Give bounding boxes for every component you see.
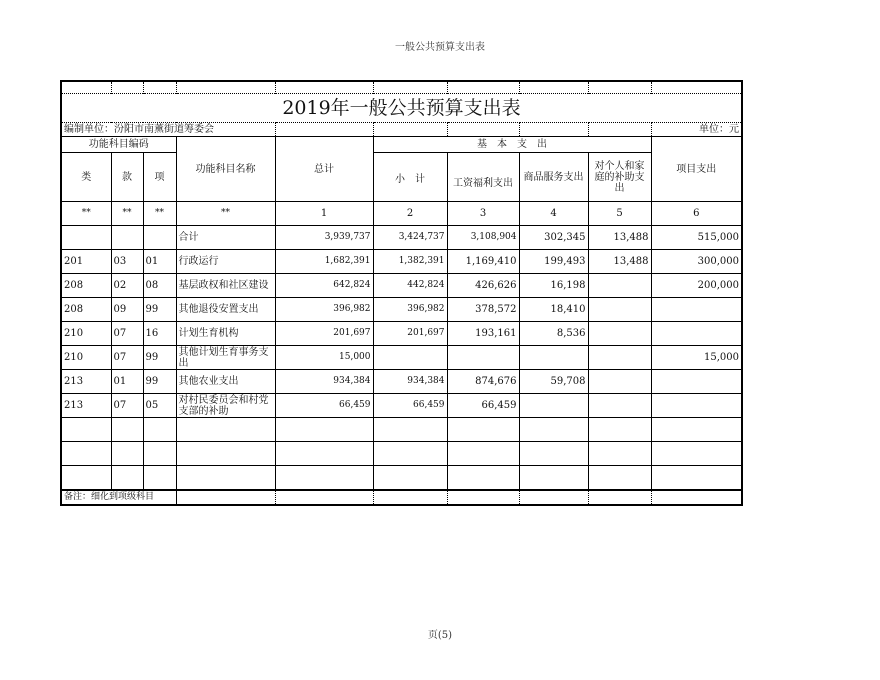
cell-total: 642,824 — [275, 274, 373, 298]
empty-row — [61, 442, 742, 466]
table-row — [61, 370, 742, 394]
cell-goods: 16,198 — [519, 274, 588, 298]
header-basic: 基 本 支 出 — [373, 137, 651, 153]
cell-lei: 213 — [61, 394, 111, 418]
cell-subtotal: 442,824 — [373, 274, 447, 298]
cell-subtotal — [373, 346, 447, 370]
cell-goods — [519, 394, 588, 418]
header-kuan: 款 — [111, 153, 143, 202]
page-header: 一般公共预算支出表 — [395, 42, 485, 53]
cell-name: 其他计划生育事务支出 — [176, 346, 275, 370]
cell-lei: 201 — [61, 250, 111, 274]
cell-total: 396,982 — [275, 298, 373, 322]
index-cell: ** — [143, 202, 176, 226]
cell-subsidy — [588, 298, 651, 322]
cell-xiang: 16 — [143, 322, 176, 346]
index-cell: 6 — [651, 202, 742, 226]
cell-total: 934,384 — [275, 370, 373, 394]
table-row — [61, 250, 742, 274]
cell-lei: 208 — [61, 274, 111, 298]
index-cell: ** — [111, 202, 143, 226]
cell-salary — [447, 346, 519, 370]
cell-project — [651, 298, 742, 322]
cell-project: 200,000 — [651, 274, 742, 298]
cell-salary: 378,572 — [447, 298, 519, 322]
table-row — [61, 322, 742, 346]
header-subsidy: 对个人和家庭的补助支出 — [588, 153, 651, 202]
header-xiang: 项 — [143, 153, 176, 202]
cell-subsidy — [588, 370, 651, 394]
cell-subtotal: 201,697 — [373, 322, 447, 346]
header-row-2 — [61, 153, 742, 202]
cell-subsidy — [588, 346, 651, 370]
unit-label: 编制单位：汾阳市南薰街道筹委会 — [61, 123, 275, 137]
cell-kuan: 07 — [111, 346, 143, 370]
header-salary: 工资福利支出 — [447, 153, 519, 202]
header-goods: 商品服务支出 — [519, 153, 588, 202]
index-cell: 4 — [519, 202, 588, 226]
cell-name: 其他退役安置支出 — [176, 298, 275, 322]
cell-salary: 1,169,410 — [447, 250, 519, 274]
cell-lei: 210 — [61, 346, 111, 370]
header-subtotal: 小 计 — [373, 153, 447, 202]
cell-total: 15,000 — [275, 346, 373, 370]
cell-lei: 210 — [61, 322, 111, 346]
table-row — [61, 394, 742, 418]
cell-goods — [519, 346, 588, 370]
cell-total: 201,697 — [275, 322, 373, 346]
header-func-code: 功能科目编码 — [61, 137, 176, 153]
empty-row — [61, 418, 742, 442]
cell-kuan: 09 — [111, 298, 143, 322]
cell-project — [651, 370, 742, 394]
cell-goods: 199,493 — [519, 250, 588, 274]
cell-xiang: 01 — [143, 250, 176, 274]
table-row — [61, 346, 742, 370]
cell-kuan: 01 — [111, 370, 143, 394]
cell-salary: 874,676 — [447, 370, 519, 394]
cell-subsidy: 13,488 — [588, 226, 651, 250]
note-text: 备注：细化到项级科目 — [61, 490, 176, 505]
cell-goods: 59,708 — [519, 370, 588, 394]
index-cell: 5 — [588, 202, 651, 226]
cell-total: 1,682,391 — [275, 250, 373, 274]
index-row — [61, 202, 742, 226]
cell-kuan: 03 — [111, 250, 143, 274]
cell-name: 行政运行 — [176, 250, 275, 274]
cell-xiang: 99 — [143, 370, 176, 394]
index-cell: 3 — [447, 202, 519, 226]
header-lei: 类 — [61, 153, 111, 202]
table-title: 2019年一般公共预算支出表 — [61, 94, 742, 123]
top-spacer-row — [61, 81, 742, 94]
cell-kuan: 07 — [111, 322, 143, 346]
cell-salary: 193,161 — [447, 322, 519, 346]
meta-row — [61, 123, 742, 137]
cell-subsidy — [588, 394, 651, 418]
cell-salary: 426,626 — [447, 274, 519, 298]
table-row — [61, 226, 742, 250]
title-row — [61, 94, 742, 123]
header-total: 总计 — [275, 137, 373, 202]
header-row-1 — [61, 137, 742, 153]
cell-name: 计划生育机构 — [176, 322, 275, 346]
cell-xiang: 99 — [143, 346, 176, 370]
table-row — [61, 274, 742, 298]
cell-xiang: 08 — [143, 274, 176, 298]
cell-name: 对村民委员会和村党支部的补助 — [176, 394, 275, 418]
index-cell: ** — [61, 202, 111, 226]
cell-kuan: 07 — [111, 394, 143, 418]
header-func-name: 功能科目名称 — [176, 137, 275, 202]
cell-xiang: 99 — [143, 298, 176, 322]
cell-subsidy — [588, 322, 651, 346]
cell-kuan: 02 — [111, 274, 143, 298]
cell-subsidy — [588, 274, 651, 298]
index-cell: 1 — [275, 202, 373, 226]
cell-project — [651, 322, 742, 346]
cell-project: 300,000 — [651, 250, 742, 274]
currency-label: 单位：元 — [651, 123, 742, 137]
cell-subtotal: 3,424,737 — [373, 226, 447, 250]
cell-lei: 208 — [61, 298, 111, 322]
cell-subtotal: 1,382,391 — [373, 250, 447, 274]
index-cell: ** — [176, 202, 275, 226]
cell-name: 合计 — [176, 226, 275, 250]
cell-xiang — [143, 226, 176, 250]
cell-kuan — [111, 226, 143, 250]
cell-salary: 66,459 — [447, 394, 519, 418]
cell-lei — [61, 226, 111, 250]
cell-total: 3,939,737 — [275, 226, 373, 250]
cell-total: 66,459 — [275, 394, 373, 418]
cell-subtotal: 66,459 — [373, 394, 447, 418]
cell-goods: 18,410 — [519, 298, 588, 322]
table-row — [61, 298, 742, 322]
page-footer: 页(5) — [427, 630, 453, 641]
budget-table — [60, 80, 743, 506]
cell-subsidy: 13,488 — [588, 250, 651, 274]
cell-name: 其他农业支出 — [176, 370, 275, 394]
cell-subtotal: 934,384 — [373, 370, 447, 394]
cell-xiang: 05 — [143, 394, 176, 418]
index-cell: 2 — [373, 202, 447, 226]
cell-subtotal: 396,982 — [373, 298, 447, 322]
cell-salary: 3,108,904 — [447, 226, 519, 250]
header-project: 项目支出 — [651, 137, 742, 202]
cell-goods: 302,345 — [519, 226, 588, 250]
cell-name: 基层政权和社区建设 — [176, 274, 275, 298]
cell-goods: 8,536 — [519, 322, 588, 346]
cell-project — [651, 394, 742, 418]
cell-lei: 213 — [61, 370, 111, 394]
cell-project: 15,000 — [651, 346, 742, 370]
note-row — [61, 490, 742, 505]
empty-row — [61, 466, 742, 491]
cell-project: 515,000 — [651, 226, 742, 250]
